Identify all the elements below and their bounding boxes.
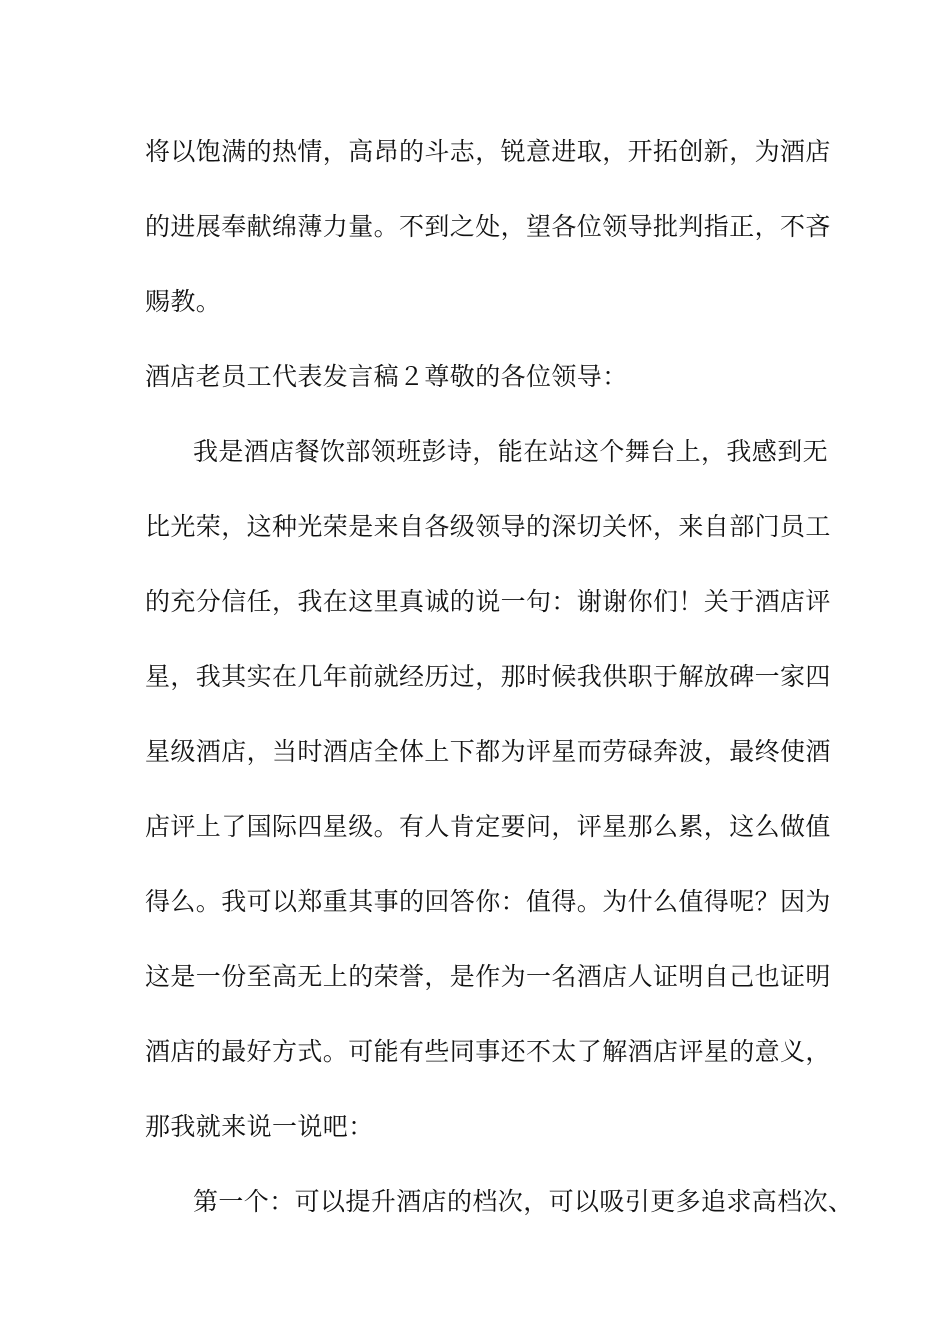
text-line: 的进展奉献绵薄力量。不到之处，望各位领导批判指正，不吝 (145, 212, 831, 241)
text-line: 店评上了国际四星级。有人肯定要问，评星那么累，这么做值 (145, 812, 831, 841)
text-line: 星级酒店，当时酒店全体上下都为评星而劳碌奔波，最终使酒 (145, 737, 831, 766)
text-line: 将以饱满的热情，高昂的斗志，锐意进取，开拓创新，为酒店 (145, 137, 831, 166)
text-line: 的充分信任，我在这里真诚的说一句：谢谢你们！关于酒店评 (145, 587, 831, 616)
text-line: 星，我其实在几年前就经历过，那时候我供职于解放碑一家四 (145, 662, 831, 691)
section-heading: 酒店老员工代表发言稿２尊敬的各位领导： (145, 362, 628, 391)
text-line: 比光荣，这种光荣是来自各级领导的深切关怀，来自部门员工 (145, 512, 831, 541)
text-line: 得么。我可以郑重其事的回答你：值得。为什么值得呢？因为 (145, 887, 831, 916)
text-line: 酒店的最好方式。可能有些同事还不太了解酒店评星的意义， (145, 1037, 831, 1066)
text-line: 赐教。 (145, 287, 222, 316)
text-line: 那我就来说一说吧： (145, 1112, 374, 1141)
text-line: 这是一份至高无上的荣誉，是作为一名酒店人证明自己也证明 (145, 962, 831, 991)
text-line: 我是酒店餐饮部领班彭诗，能在站这个舞台上，我感到无 (193, 437, 829, 466)
text-line: 第一个：可以提升酒店的档次，可以吸引更多追求高档次、 (193, 1187, 854, 1216)
